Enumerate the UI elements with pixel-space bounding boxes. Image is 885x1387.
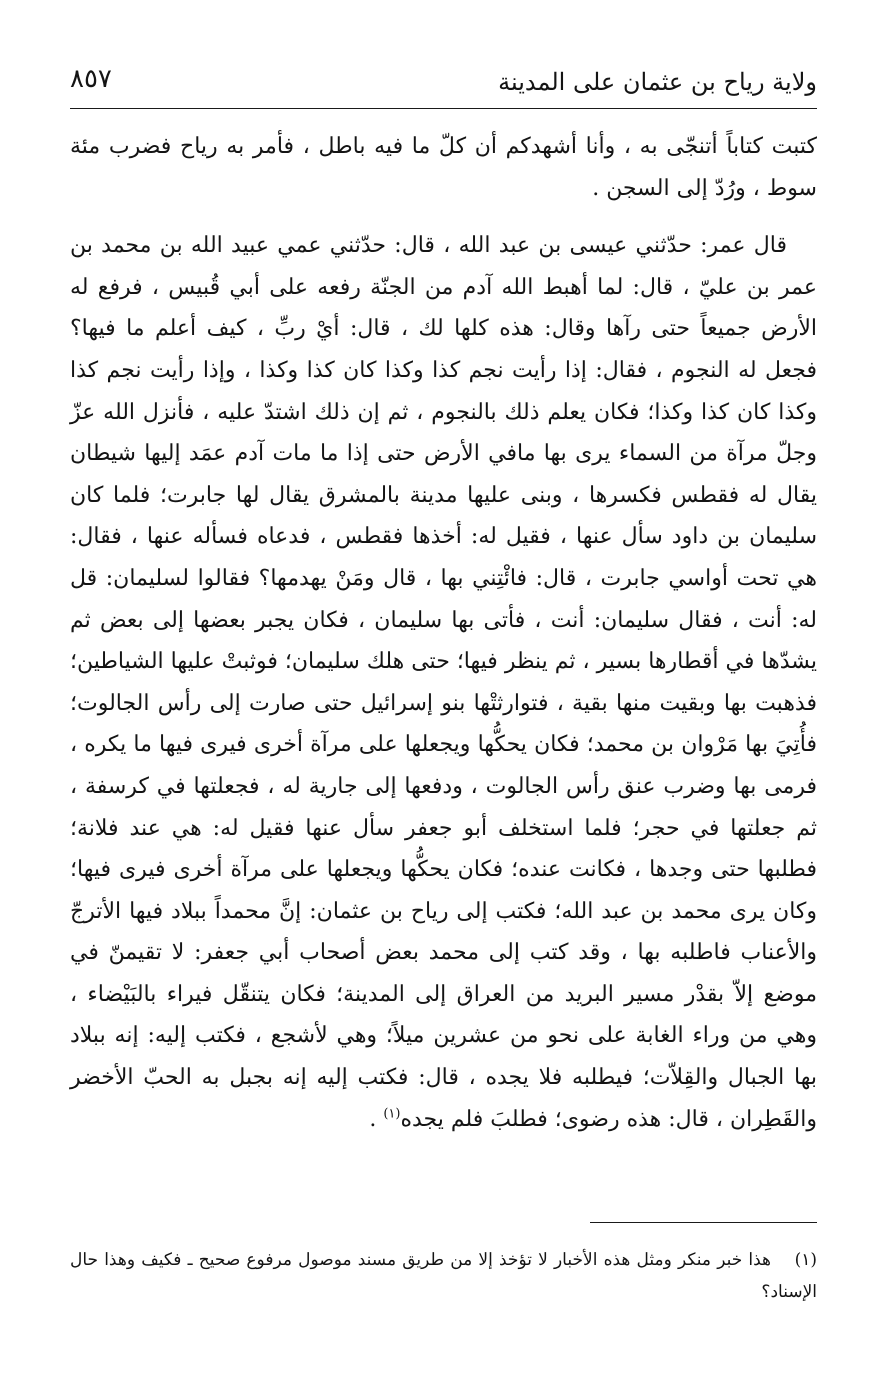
page-number: ٨٥٧: [70, 64, 112, 94]
running-title: ولاية رياح بن عثمان على المدينة: [498, 68, 817, 96]
paragraph-end-punctuation: .: [369, 1106, 384, 1132]
footnote-reference: (١): [383, 1106, 401, 1122]
paragraph: [70, 225, 817, 1140]
footnote-text: هذا خبر منكر ومثل هذه الأخبار لا تؤخذ إلا من طريق مسند موصول مرفوع صحيح ـ فكيف وهذا حال الإسناد؟: [70, 1250, 817, 1302]
footnote-separator: [590, 1222, 817, 1223]
main-text: [70, 126, 817, 1140]
paragraph-text: قال عمر: حدّثني عيسى بن عبد الله ، قال: حدّثني عمي عبيد الله بن محمد بن عمر بن عليّ ، قال: لما أهبط الله آدم من الجنّة رفعه على أبي قُبيس ، فرفع له الأرض جميعاً حتى رآها وقال: هذه كلها لك ، قال: أيْ ربِّ ، كيف أعلم ما فيها؟ فجعل له النجوم ، فقال: إذا رأيت نجم كذا وكذا كان كذا وكذا ، وإذا رأيت نجم كذا وكذا كان كذا وكذا؛ فكان يعلم ذلك بالنجوم ، ثم إن ذلك اشتدّ عليه ، فأنزل الله عزّ وجلّ مرآة من السماء يرى بها مافي الأرض حتى إذا ما مات آدم عمَد إليها شيطان يقال له فقطس فكسرها ، وبنى عليها مدينة بالمشرق يقال لها جابرت؛ فلما كان سليمان بن داود سأل عنها ، فقيل له: أخذها فقطس ، فدعاه فسأله عنها ، فقال: هي تحت أواسي جابرت ، قال: فائْتِني بها ، قال ومَنْ يهدمها؟ فقالوا لسليمان: قل له: أنت ، فقال سليمان: أنت ، فأتى بها سليمان ، فكان يجبر بعضها إلى بعض ثم يشدّها في أقطارها بسير ، ثم ينظر فيها؛ حتى هلك سليمان؛ فوثبتْ عليها الشياطين؛ فذهبت بها وبقيت منها بقية ، فتوارثتْها بنو إسرائيل حتى صارت إلى رأس الجالوت؛ فأُتِيَ بها مَرْوان بن محمد؛ فكان يحكُّها ويجعلها على مرآة أخرى فيرى فيها ما يكره ، فرمى بها وضرب عنق رأس الجالوت ، ودفعها إلى جارية له ، فجعلتها في كرسفة ، ثم جعلتها في حجر؛ فلما استخلف أبو جعفر سأل عنها فقيل له: هي عند فلانة؛ فطلبها حتى وجدها ، فكانت عنده؛ فكان يحكُّها ويجعلها على مرآة أخرى فيرى فيها؛ وكان يرى محمد بن عبد الله؛ فكتب إلى رياح بن عثمان: إنَّ محمداً ببلاد فيها الأترجّ والأعناب فاطلبه بها ، وقد كتب إلى محمد بعض أصحاب أبي جعفر: لا تقيمنّ في موضع إلاّ بقدْر مسير البريد من العراق إلى المدينة؛ فكان يتنقّل فيراء بالبَيْضاء ، وهي من وراء الغابة على نحو من عشرين ميلاً؛ وهي لأشجع ، فكتب إليه: إنه ببلاد بها الجبال والقِلاّت؛ فيطلبه فلا يجده ، قال: فكتب إليه إنه بجبل به الحبّ الأخضر والقَطِران ، قال: هذه رضوى؛ فطلبَ فلم يجده: [70, 233, 817, 1132]
paragraph: كتبت كتاباً أتنجّى به ، وأنا أشهدكم أن كلّ ما فيه باطل ، فأمر به رياح فضرب مئة سوط ، ورُدّ إلى السجن .: [70, 134, 817, 201]
footnote-entry: [70, 1244, 817, 1308]
footnote-number: (١): [794, 1250, 817, 1270]
header-rule: [70, 108, 817, 109]
footnote: [70, 1244, 817, 1308]
running-header: [70, 62, 817, 102]
